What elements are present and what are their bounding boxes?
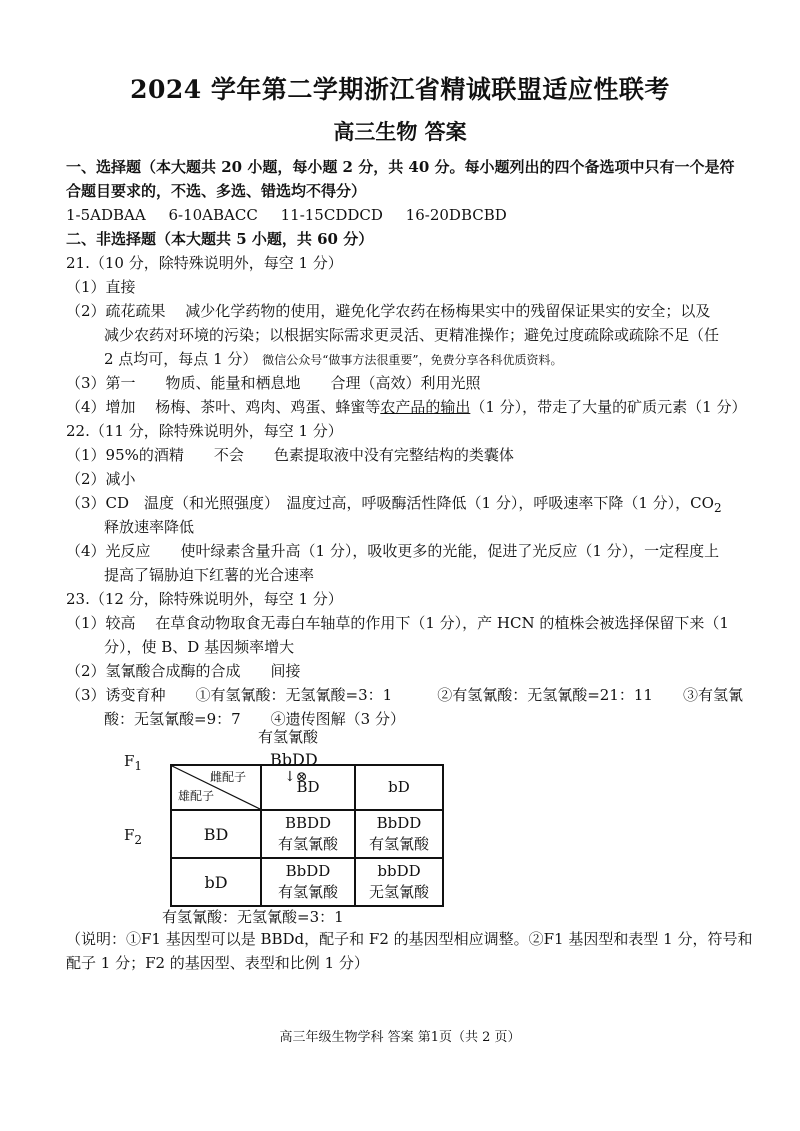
cell-1-2 <box>355 810 443 858</box>
q22-part2: （2）减小 <box>66 470 136 488</box>
cell-genotype: BbDD <box>285 862 331 880</box>
q23-part3-line2: 酸：无氢氰酸=9：7 ④遗传图解（3 分） <box>104 710 405 728</box>
cell-2-2 <box>355 858 443 906</box>
cell-phenotype: 有氢氰酸 <box>368 835 429 853</box>
section1-heading-line2: 合题目要求的，不选、多选、错选均不得分） <box>66 182 367 200</box>
punnett-square <box>170 764 444 907</box>
punnett-corner <box>171 765 261 810</box>
cell-2-1 <box>261 858 355 906</box>
q23-part1-line2: 分），使 B、D 基因频率增大 <box>104 638 295 656</box>
f1-phenotype: 有氢氰酸 <box>258 728 319 746</box>
q21-part2-line3-text: 2 点均可，每点 1 分） <box>104 350 258 368</box>
f1-genotype: BbDD <box>270 750 318 769</box>
f2-ratio: 有氢氰酸：无氢氰酸=3：1 <box>162 908 344 926</box>
f2-label-sub: 2 <box>134 833 143 847</box>
q21-part4 <box>66 396 746 418</box>
page-subtitle: 高三生物 答案 <box>333 119 467 144</box>
q21-part4-b: （1 分），带走了大量的矿质元素（1 分） <box>470 398 747 416</box>
q21-part1: （1）直接 <box>66 278 136 296</box>
row-gamete-1: BD <box>171 810 261 858</box>
q21-part2-line1: （2）疏花疏果 减少化学药物的使用，避免化学农药在杨梅果实中的残留保证果实的安全；以及 <box>66 302 711 320</box>
q23-part2: （2）氢氰酸合成酶的合成 间接 <box>66 662 301 680</box>
section2-heading: 二、非选择题（本大题共 5 小题，共 60 分） <box>66 230 374 248</box>
q22-part3-line1 <box>66 492 722 519</box>
cell-genotype: BbDD <box>376 814 422 832</box>
cell-1-1 <box>261 810 355 858</box>
f2-label-text: F <box>124 826 135 844</box>
f1-label-text: F <box>124 752 135 770</box>
q22-header: 22.（11 分，除特殊说明外，每空 1 分） <box>66 422 343 440</box>
cell-phenotype: 有氢氰酸 <box>277 835 338 853</box>
corner-bottom-label: 雄配子 <box>178 789 215 803</box>
q22-part3-line2: 释放速率降低 <box>104 518 195 536</box>
f1-label <box>124 752 142 773</box>
page-title: 2024 学年第二学期浙江省精诚联盟适应性联考 <box>130 75 670 104</box>
q22-part4-line1: （4）光反应 使叶绿素含量升高（1 分），吸收更多的光能，促进了光反应（1 分），一定程度上 <box>66 542 720 560</box>
cell-genotype: bbDD <box>377 862 421 880</box>
co2-subscript: 2 <box>713 501 722 515</box>
q23-note-line1: （说明：①F1 基因型可以是 BBDd，配子和 F2 的基因型相应调整。②F1 基因型和表型 1 分，符号和 <box>66 930 753 948</box>
answers-6-10: 6-10ABACC <box>168 206 258 224</box>
col-gamete-2: bD <box>355 765 443 810</box>
choice-answers <box>66 204 507 226</box>
q22-part1: （1）95%的酒精 不会 色素提取液中没有完整结构的类囊体 <box>66 446 514 464</box>
q21-part4-underlined: 农产品的输出 <box>380 398 471 416</box>
cell-phenotype: 无氢氰酸 <box>368 883 429 901</box>
answers-1-5: 1-5ADBAA <box>66 206 146 224</box>
answers-16-20: 16-20DBCBD <box>405 206 507 224</box>
cell-genotype: BBDD <box>284 814 332 832</box>
q21-part3: （3）第一 物质、能量和栖息地 合理（高效）利用光照 <box>66 374 481 392</box>
q21-part4-a: （4）增加 杨梅、茶叶、鸡肉、鸡蛋、蜂蜜等 <box>66 398 381 416</box>
q23-part3-line1: （3）诱变育种 ①有氢氰酸：无氢氰酸=3：1 ②有氢氰酸：无氢氰酸=21：11 ③有氢氰 <box>66 686 743 704</box>
promo-note: 微信公众号“做事方法很重要”，免费分享各科优质资料。 <box>262 353 563 367</box>
f1-label-sub: 1 <box>134 759 143 773</box>
q22-part4-line2: 提高了镉胁迫下红薯的光合速率 <box>104 566 315 584</box>
corner-top-label: 雌配子 <box>209 770 246 784</box>
q22-part3-text: （3）CD 温度（和光照强度） 温度过高，呼吸酶活性降低（1 分），呼吸速率下降（1 分），CO <box>66 494 714 512</box>
cell-phenotype: 有氢氰酸 <box>277 883 338 901</box>
f2-label <box>124 826 142 847</box>
q21-header: 21.（10 分，除特殊说明外，每空 1 分） <box>66 254 343 272</box>
q21-part2-line2: 减少农药对环境的污染；以根据实际需求更灵活、更精准操作；避免过度疏除或疏除不足（任 <box>104 326 720 344</box>
q23-part1-line1: （1）较高 在草食动物取食无毒白车轴草的作用下（1 分），产 HCN 的植株会被选择保留下来（1 <box>66 614 729 632</box>
q23-note-line2: 配子 1 分；F2 的基因型、表型和比例 1 分） <box>66 954 369 972</box>
section1-heading-line1: 一、选择题（本大题共 20 小题，每小题 2 分，共 40 分。每小题列出的四个备选项中只有一个是符 <box>66 158 735 176</box>
q23-header: 23.（12 分，除特殊说明外，每空 1 分） <box>66 590 343 608</box>
q21-part2-line3 <box>104 348 562 371</box>
page-footer: 高三年级生物学科 答案 第1页（共 2 页） <box>279 1030 521 1045</box>
selfing-arrow: ↓⊗ <box>284 769 308 785</box>
answers-11-15: 11-15CDDCD <box>280 206 383 224</box>
col-gamete-1: BD <box>261 765 355 810</box>
row-gamete-2: bD <box>171 858 261 906</box>
